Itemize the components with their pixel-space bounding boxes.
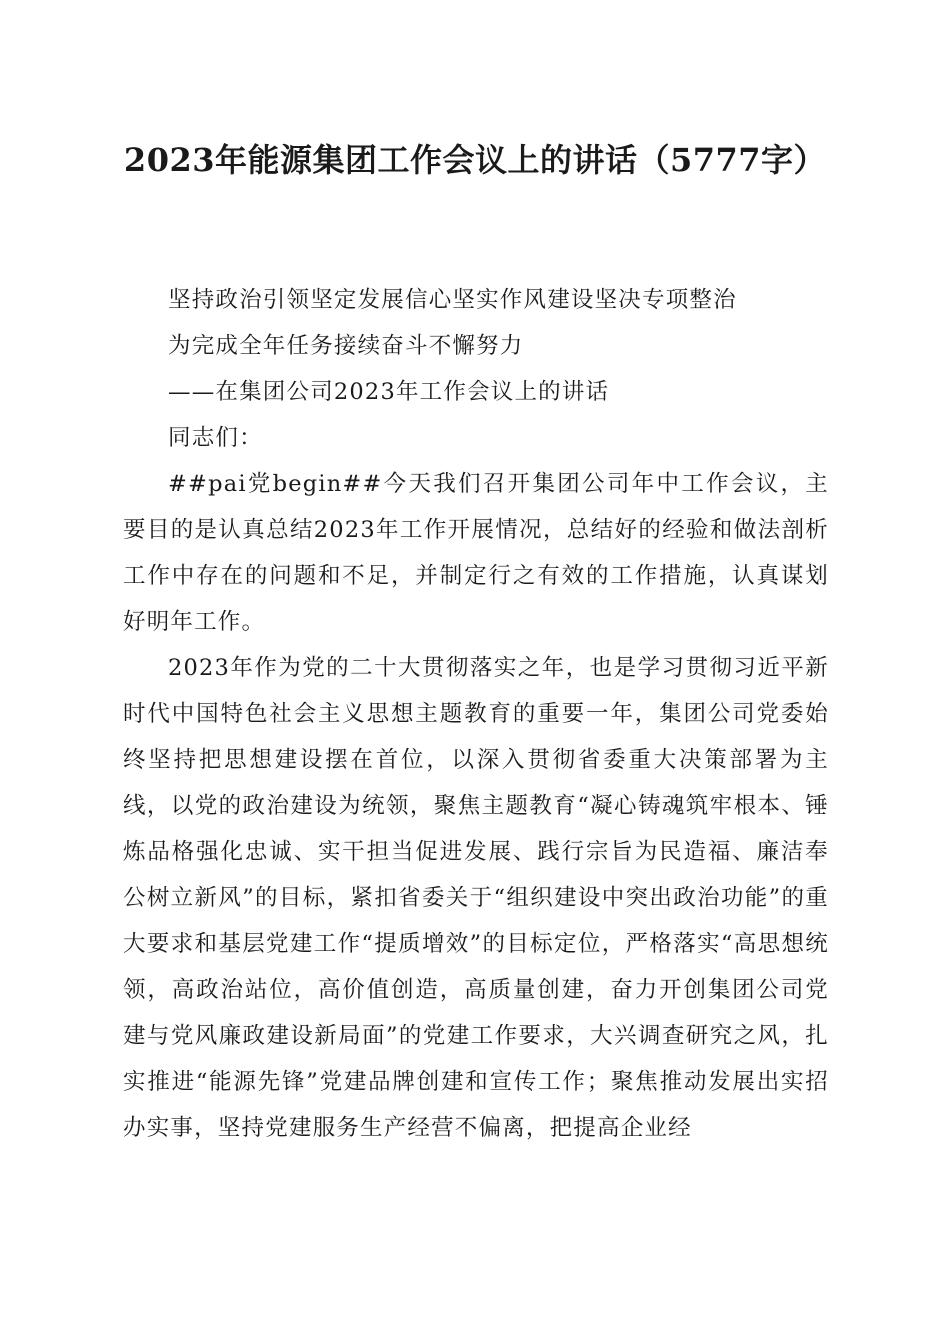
subtitle-line-1: 坚持政治引领坚定发展信心坚实作风建设坚决专项整治 <box>168 287 737 313</box>
subtitle-line-2: 为完成全年任务接续奋斗不懈努力 <box>168 333 524 359</box>
document-title: 2023年能源集团工作会议上的讲话（5777字） <box>123 141 827 179</box>
document-body <box>123 277 829 1151</box>
paragraph-2: 2023年作为党的二十大贯彻落实之年，也是学习贯彻习近平新时代中国特色社会主义思想主题教育的重要一年，集团公司党委始终坚持把思想建设摆在首位，以深入贯彻省委重大决策部署为主线，以党的政治建设为统领，聚焦主题教育“凝心铸魂筑牢根本、锤炼品格强化忠诚、实干担当促进发展、践行宗旨为民造福、廉洁奉公树立新风”的目标，紧扣省委关于“组织建设中突出政治功能”的重大要求和基层党建工作“提质增效”的目标定位，严格落实“高思想统领，高政治站位，高价值创造，高质量创建，奋力开创集团公司党建与党风廉政建设新局面”的党建工作要求，大兴调查研究之风，扎实推进“能源先锋”党建品牌创建和宣传工作；聚焦推动发展出实招办实事，坚持党建服务生产经营不偏离，把提高企业经 <box>123 655 829 1141</box>
salutation: 同志们： <box>168 425 263 451</box>
paragraph-1: ##pai党begin##今天我们召开集团公司年中工作会议，主要目的是认真总结2023年工作开展情况，总结好的经验和做法剖析工作中存在的问题和不足，并制定行之有效的工作措施，认真谋划好明年工作。 <box>123 471 829 635</box>
subtitle-line-3: ——在集团公司2023年工作会议上的讲话 <box>168 379 610 405</box>
